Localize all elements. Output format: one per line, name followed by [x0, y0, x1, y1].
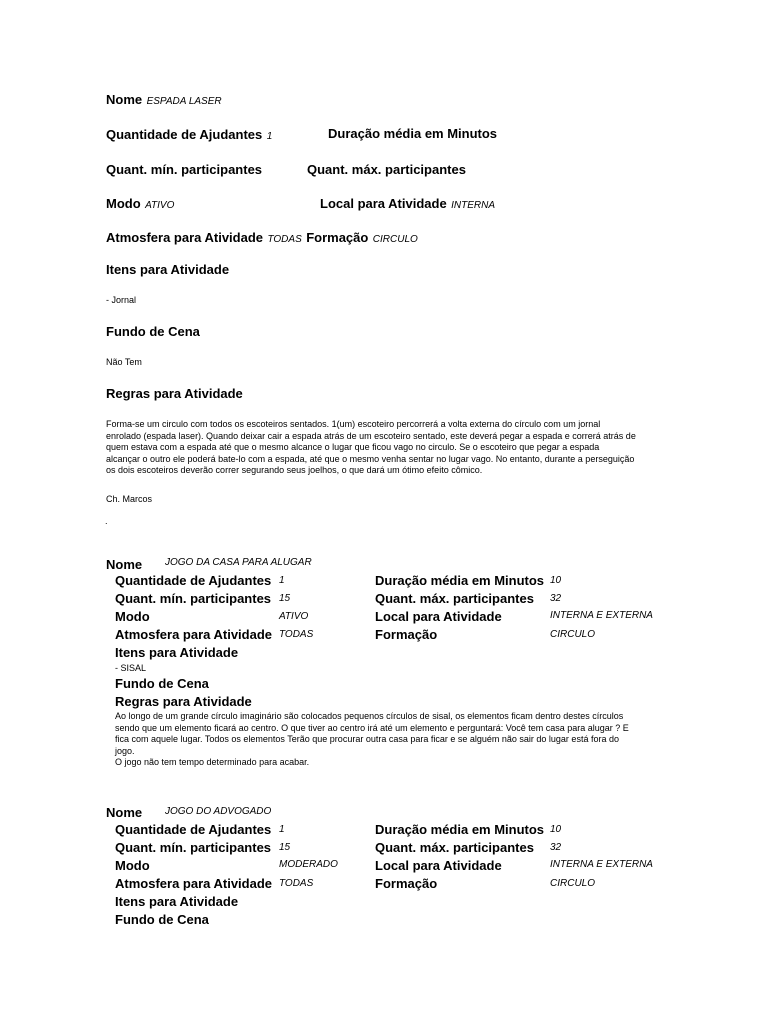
regras-line: os dois escoteiros deverão correr segurando seus joelhos, o que dará um ótimo efeito cômico.	[106, 465, 483, 475]
regras-label: Regras para Atividade	[106, 386, 243, 401]
max-participantes-label: Quant. máx. participantes	[375, 840, 534, 855]
formacao-label: Formação	[375, 876, 438, 891]
nome-value: JOGO DO ADVOGADO	[165, 806, 272, 817]
local-value: INTERNA E EXTERNA	[550, 859, 653, 870]
duracao-label: Duração média em Minutos	[375, 573, 545, 588]
modo-row	[106, 195, 174, 213]
modo-value: ATIVO	[279, 611, 309, 622]
author: Ch. Marcos	[106, 494, 153, 504]
atmosfera-label: Atmosfera para Atividade	[106, 230, 264, 245]
regras-text	[115, 711, 675, 769]
regras-line: enrolado (espada laser). Quando deixar cair a espada atrás de um escoteiro sentado, este deverá pegar a espada e correrá atrás de	[106, 430, 636, 441]
ajudantes-row	[106, 126, 272, 144]
formacao-value: CIRCULO	[550, 629, 596, 640]
fundo-label: Fundo de Cena	[115, 912, 209, 927]
separator-dot: .	[105, 516, 108, 526]
fundo-label: Fundo de Cena	[106, 324, 200, 339]
ajudantes-value: 1	[279, 824, 285, 835]
fundo-label: Fundo de Cena	[115, 676, 209, 691]
duracao-value: 10	[550, 824, 562, 835]
regras-text	[106, 419, 666, 477]
nome-value: JOGO DA CASA PARA ALUGAR	[165, 557, 312, 568]
local-label: Local para Atividade	[320, 196, 447, 211]
min-participantes-value: 15	[279, 842, 291, 853]
min-participantes-label: Quant. mín. participantes	[106, 162, 263, 177]
min-participantes-label: Quant. mín. participantes	[115, 840, 272, 855]
local-value: INTERNA	[451, 200, 496, 211]
atmosfera-label: Atmosfera para Atividade	[115, 627, 273, 642]
nome-label: Nome	[106, 92, 143, 107]
atmosfera-value: TODAS	[279, 629, 314, 640]
itens-label: Itens para Atividade	[115, 645, 239, 660]
modo-value: ATIVO	[145, 200, 175, 211]
local-row	[320, 195, 495, 213]
atmosfera-row	[106, 229, 418, 247]
max-participantes-value: 32	[550, 593, 562, 604]
regras-line: jogo.	[115, 745, 135, 756]
ajudantes-label: Quantidade de Ajudantes	[115, 573, 272, 588]
nome-value: ESPADA LASER	[146, 96, 222, 107]
ajudantes-label: Quantidade de Ajudantes	[106, 127, 263, 142]
regras-line: Forma-se um circulo com todos os escoteiros sentados. 1(um) escoteiro percorrerá a volta externa do círculo com um jornal	[106, 419, 601, 429]
min-participantes-label: Quant. mín. participantes	[115, 591, 272, 606]
formacao-value: CIRCULO	[372, 234, 418, 245]
itens-value: - Jornal	[106, 295, 137, 305]
formacao-label: Formação	[306, 230, 369, 245]
itens-value: - SISAL	[115, 663, 147, 673]
itens-label: Itens para Atividade	[115, 894, 239, 909]
atmosfera-value: TODAS	[267, 234, 302, 245]
regras-line: quem estava com a espada até que o mesmo alcance o lugar que ficou vago no circulo. Se o escoteiro que pegar a espada	[106, 442, 600, 452]
nome-label: Nome	[106, 805, 143, 820]
ajudantes-label: Quantidade de Ajudantes	[115, 822, 272, 837]
regras-line: sendo que um elemento ficará ao centro. O que tiver ao centro irá até um elemento e perguntará: Você tem casa para alugar ? E	[115, 722, 629, 733]
regras-line: O jogo não tem tempo determinado para acabar.	[115, 757, 310, 767]
regras-line: Ao longo de um grande círculo imaginário são colocados pequenos círculos de sisal, os elementos ficam dentro destes círculos	[115, 711, 624, 721]
formacao-label: Formação	[375, 627, 438, 642]
nome-row	[106, 91, 222, 109]
duracao-label: Duração média em Minutos	[328, 126, 498, 141]
fundo-value: Não Tem	[106, 357, 142, 367]
max-participantes-label: Quant. máx. participantes	[307, 162, 466, 177]
modo-label: Modo	[115, 609, 150, 624]
modo-value: MODERADO	[279, 859, 338, 870]
duracao-value: 10	[550, 575, 562, 586]
regras-line: alcançar o outro ele poderá bate-lo com a espada, até que o mesmo venha sentar no lugar vago. No entanto, durante a perseguição	[106, 453, 635, 464]
max-participantes-label: Quant. máx. participantes	[375, 591, 534, 606]
ajudantes-value: 1	[279, 575, 285, 586]
itens-label: Itens para Atividade	[106, 262, 230, 277]
nome-label: Nome	[106, 557, 143, 572]
max-participantes-value: 32	[550, 842, 562, 853]
atmosfera-label: Atmosfera para Atividade	[115, 876, 273, 891]
local-label: Local para Atividade	[375, 609, 502, 624]
local-label: Local para Atividade	[375, 858, 502, 873]
modo-label: Modo	[115, 858, 150, 873]
min-participantes-value: 15	[279, 593, 291, 604]
local-value: INTERNA E EXTERNA	[550, 610, 653, 621]
atmosfera-value: TODAS	[279, 878, 314, 889]
regras-line: fica com aquele lugar. Todos os elementos Terão que procurar outra casa para ficar e se alguém não sair do lugar está fora do	[115, 734, 619, 744]
modo-label: Modo	[106, 196, 141, 211]
ajudantes-value: 1	[266, 131, 273, 142]
duracao-label: Duração média em Minutos	[375, 822, 545, 837]
regras-label: Regras para Atividade	[115, 694, 252, 709]
formacao-value: CIRCULO	[550, 878, 596, 889]
